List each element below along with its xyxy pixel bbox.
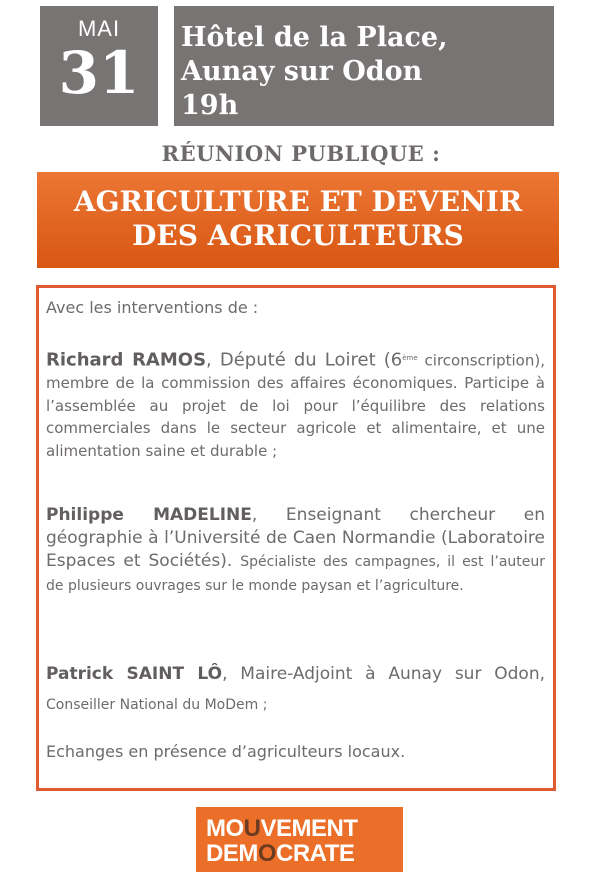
logo-line-2 xyxy=(206,842,354,866)
logo-text: DEM xyxy=(206,840,258,867)
speaker-saint-lo xyxy=(46,659,545,720)
logo-highlight: O xyxy=(257,840,277,867)
date-day: 31 xyxy=(58,39,140,107)
speaker-name: Richard RAMOS xyxy=(46,349,207,371)
event-kicker: RÉUNION PUBLIQUE : xyxy=(161,141,441,166)
speakers-intro: Avec les interventions de : xyxy=(46,298,259,317)
date-badge xyxy=(40,6,158,126)
speaker-ramos xyxy=(46,348,545,463)
speaker-role: , Maire-Adjoint à Aunay sur Odon, xyxy=(222,664,546,684)
speaker-description: Conseiller National du MoDem ; xyxy=(46,697,268,713)
speaker-description: circonscription), membre de la commission des affaires économiques. Participe à l’assemblée au projet de loi pour l’équilibre des relations commerciales dans le secteur agricole et alimentaire, et une alimentation saine et durable ; xyxy=(46,351,545,460)
event-time: 19h xyxy=(181,90,239,121)
logo-text: VEMENT xyxy=(260,815,358,842)
closing-note: Echanges en présence d’agriculteurs locaux. xyxy=(46,742,406,761)
logo-line-1 xyxy=(206,817,358,841)
date-month: MAI xyxy=(77,16,121,41)
logo-text: CRATE xyxy=(276,840,355,867)
event-title xyxy=(37,172,559,268)
logo-highlight: U xyxy=(243,815,261,842)
title-line-2: DES AGRICULTEURS xyxy=(132,219,464,252)
logo-text: MO xyxy=(206,815,244,842)
speakers-panel xyxy=(36,285,556,791)
venue-town: Aunay sur Odon xyxy=(181,56,423,87)
venue-block xyxy=(174,6,554,126)
speaker-madeline xyxy=(46,504,545,598)
speaker-name: Philippe MADELINE xyxy=(46,505,252,525)
speaker-role: , Enseignant chercheur en géographie à l’Université de Caen Normandie (Laboratoire Espaces et Sociétés). xyxy=(46,505,545,571)
venue-name: Hôtel de la Place, xyxy=(181,22,448,53)
speaker-name: Patrick SAINT LÔ xyxy=(46,664,223,684)
speaker-role: , Député du Loiret (6 xyxy=(206,349,403,371)
speaker-description: Spécialiste des campagnes, il est l’auteur de plusieurs ouvrages sur le monde paysan et l’agriculture. xyxy=(46,554,545,594)
modem-logo xyxy=(196,807,403,872)
ordinal-suffix: ème xyxy=(402,354,418,362)
title-line-1: AGRICULTURE ET DEVENIR xyxy=(73,185,523,218)
